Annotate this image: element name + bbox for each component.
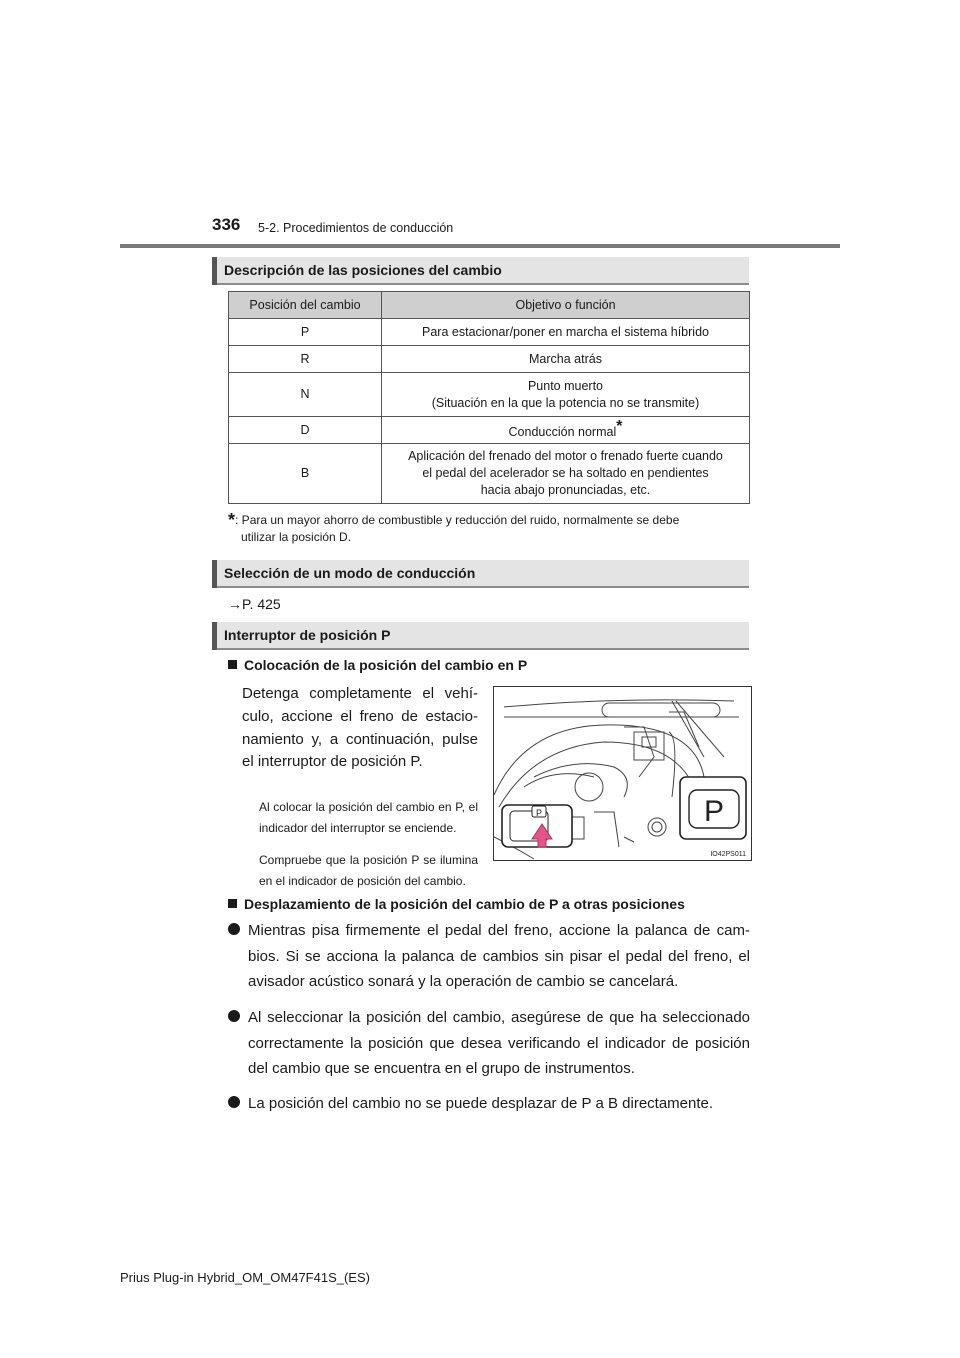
cell-position: B bbox=[229, 444, 382, 504]
instruction-paragraph: Detenga completamente el vehículo, accione el freno de estacionamiento y, a continuación, pulse el interruptor de posición P. bbox=[242, 685, 478, 771]
column-header-position: Posición del cambio bbox=[229, 292, 382, 319]
subheading-text: Desplazamiento de la posición del cambio de P a otras posiciones bbox=[244, 896, 685, 912]
cell-line: Aplicación del frenado del motor o frenado fuerte cuando bbox=[408, 449, 723, 463]
cell-position: D bbox=[229, 417, 382, 444]
cell-position: N bbox=[229, 373, 382, 417]
section-title: Selección de un modo de conducción bbox=[224, 565, 476, 581]
subheading-set-p bbox=[228, 657, 527, 673]
cell-function bbox=[382, 417, 750, 444]
p-button-label: P bbox=[703, 795, 725, 828]
square-bullet-icon bbox=[228, 660, 237, 669]
small-p-label: P bbox=[535, 808, 543, 818]
table-row bbox=[229, 417, 750, 444]
shift-positions-table bbox=[228, 291, 750, 504]
footnote-line: utilizar la posición D. bbox=[241, 530, 352, 544]
cell-line: Punto muerto bbox=[527, 378, 604, 393]
bullet-item bbox=[228, 1091, 750, 1117]
section-heading-drive-mode bbox=[212, 560, 749, 588]
subheading-text: Colocación de la posición del cambio en P bbox=[244, 657, 528, 673]
table-row bbox=[229, 346, 750, 373]
bullet-dot-icon bbox=[228, 1010, 240, 1022]
table-row bbox=[229, 444, 750, 504]
bullet-item bbox=[228, 1005, 750, 1082]
section-title: Interruptor de posición P bbox=[224, 627, 391, 643]
note-paragraph: Compruebe que la posición P se ilumina en el indicador de posición del cambio. bbox=[259, 853, 478, 888]
cell-function: Para estacionar/poner en marcha el sistema híbrido bbox=[382, 319, 750, 346]
column-header-function: Objetivo o función bbox=[382, 292, 750, 319]
section-heading-shift-positions bbox=[212, 257, 749, 285]
bullet-item bbox=[228, 918, 750, 995]
section-heading-p-switch bbox=[212, 622, 749, 650]
bullet-text: Al seleccionar la posición del cambio, asegúrese de que ha seleccionado correctamente la posición que desea verificando el indicador de posición del cambio que se encuentra en el grupo de instrumentos. bbox=[248, 1009, 750, 1078]
footnote-star: * bbox=[228, 510, 236, 530]
footnote-mark: * bbox=[616, 418, 623, 436]
note-paragraph: Al colocar la posición del cambio en P, el indicador del interruptor se enciende. bbox=[259, 800, 478, 835]
table-footnote bbox=[228, 512, 750, 546]
footnote-line: : Para un mayor ahorro de combustible y reducción del ruido, normalmente se debe bbox=[235, 513, 680, 527]
section-title: Descripción de las posiciones del cambio bbox=[224, 262, 502, 278]
cell-function bbox=[382, 444, 750, 504]
bullet-text: La posición del cambio no se puede desplazar de P a B directamente. bbox=[248, 1095, 714, 1112]
cell-function: Marcha atrás bbox=[382, 346, 750, 373]
cell-line: Conducción normal bbox=[508, 425, 617, 440]
cell-position: R bbox=[229, 346, 382, 373]
illustration-code: IO42PS011 bbox=[710, 851, 746, 858]
section-breadcrumb: 5-2. Procedimientos de conducción bbox=[258, 221, 454, 235]
square-bullet-icon bbox=[228, 899, 237, 908]
document-footer: Prius Plug-in Hybrid_OM_OM47F41S_(ES) bbox=[120, 1270, 370, 1285]
bullet-dot-icon bbox=[228, 923, 240, 935]
cell-line: hacia abajo pronunciadas, etc. bbox=[480, 483, 651, 497]
header-rule bbox=[120, 244, 840, 248]
dashboard-illustration bbox=[493, 686, 752, 861]
table-row bbox=[229, 373, 750, 417]
subheading-shift-from-p bbox=[228, 896, 685, 912]
cell-line: (Situación en la que la potencia no se transmite) bbox=[431, 395, 700, 410]
cell-position: P bbox=[229, 319, 382, 346]
cell-function bbox=[382, 373, 750, 417]
bullet-dot-icon bbox=[228, 1096, 240, 1108]
cell-line: el pedal del acelerador se ha soltado en pendientes bbox=[422, 466, 709, 480]
table-row bbox=[229, 319, 750, 346]
table-header-row bbox=[229, 292, 750, 319]
page-reference-link[interactable]: →P. 425 bbox=[228, 596, 281, 612]
dashboard-drawing bbox=[494, 687, 751, 860]
bullet-text: Mientras pisa firmemente el pedal del freno, accione la palanca de cambios. Si se acciona la palanca de cambios sin pisar el pedal del freno, el avisador acústico sonará y la operación de cambio se cancelará. bbox=[248, 922, 750, 991]
page-number: 336 bbox=[212, 215, 241, 234]
